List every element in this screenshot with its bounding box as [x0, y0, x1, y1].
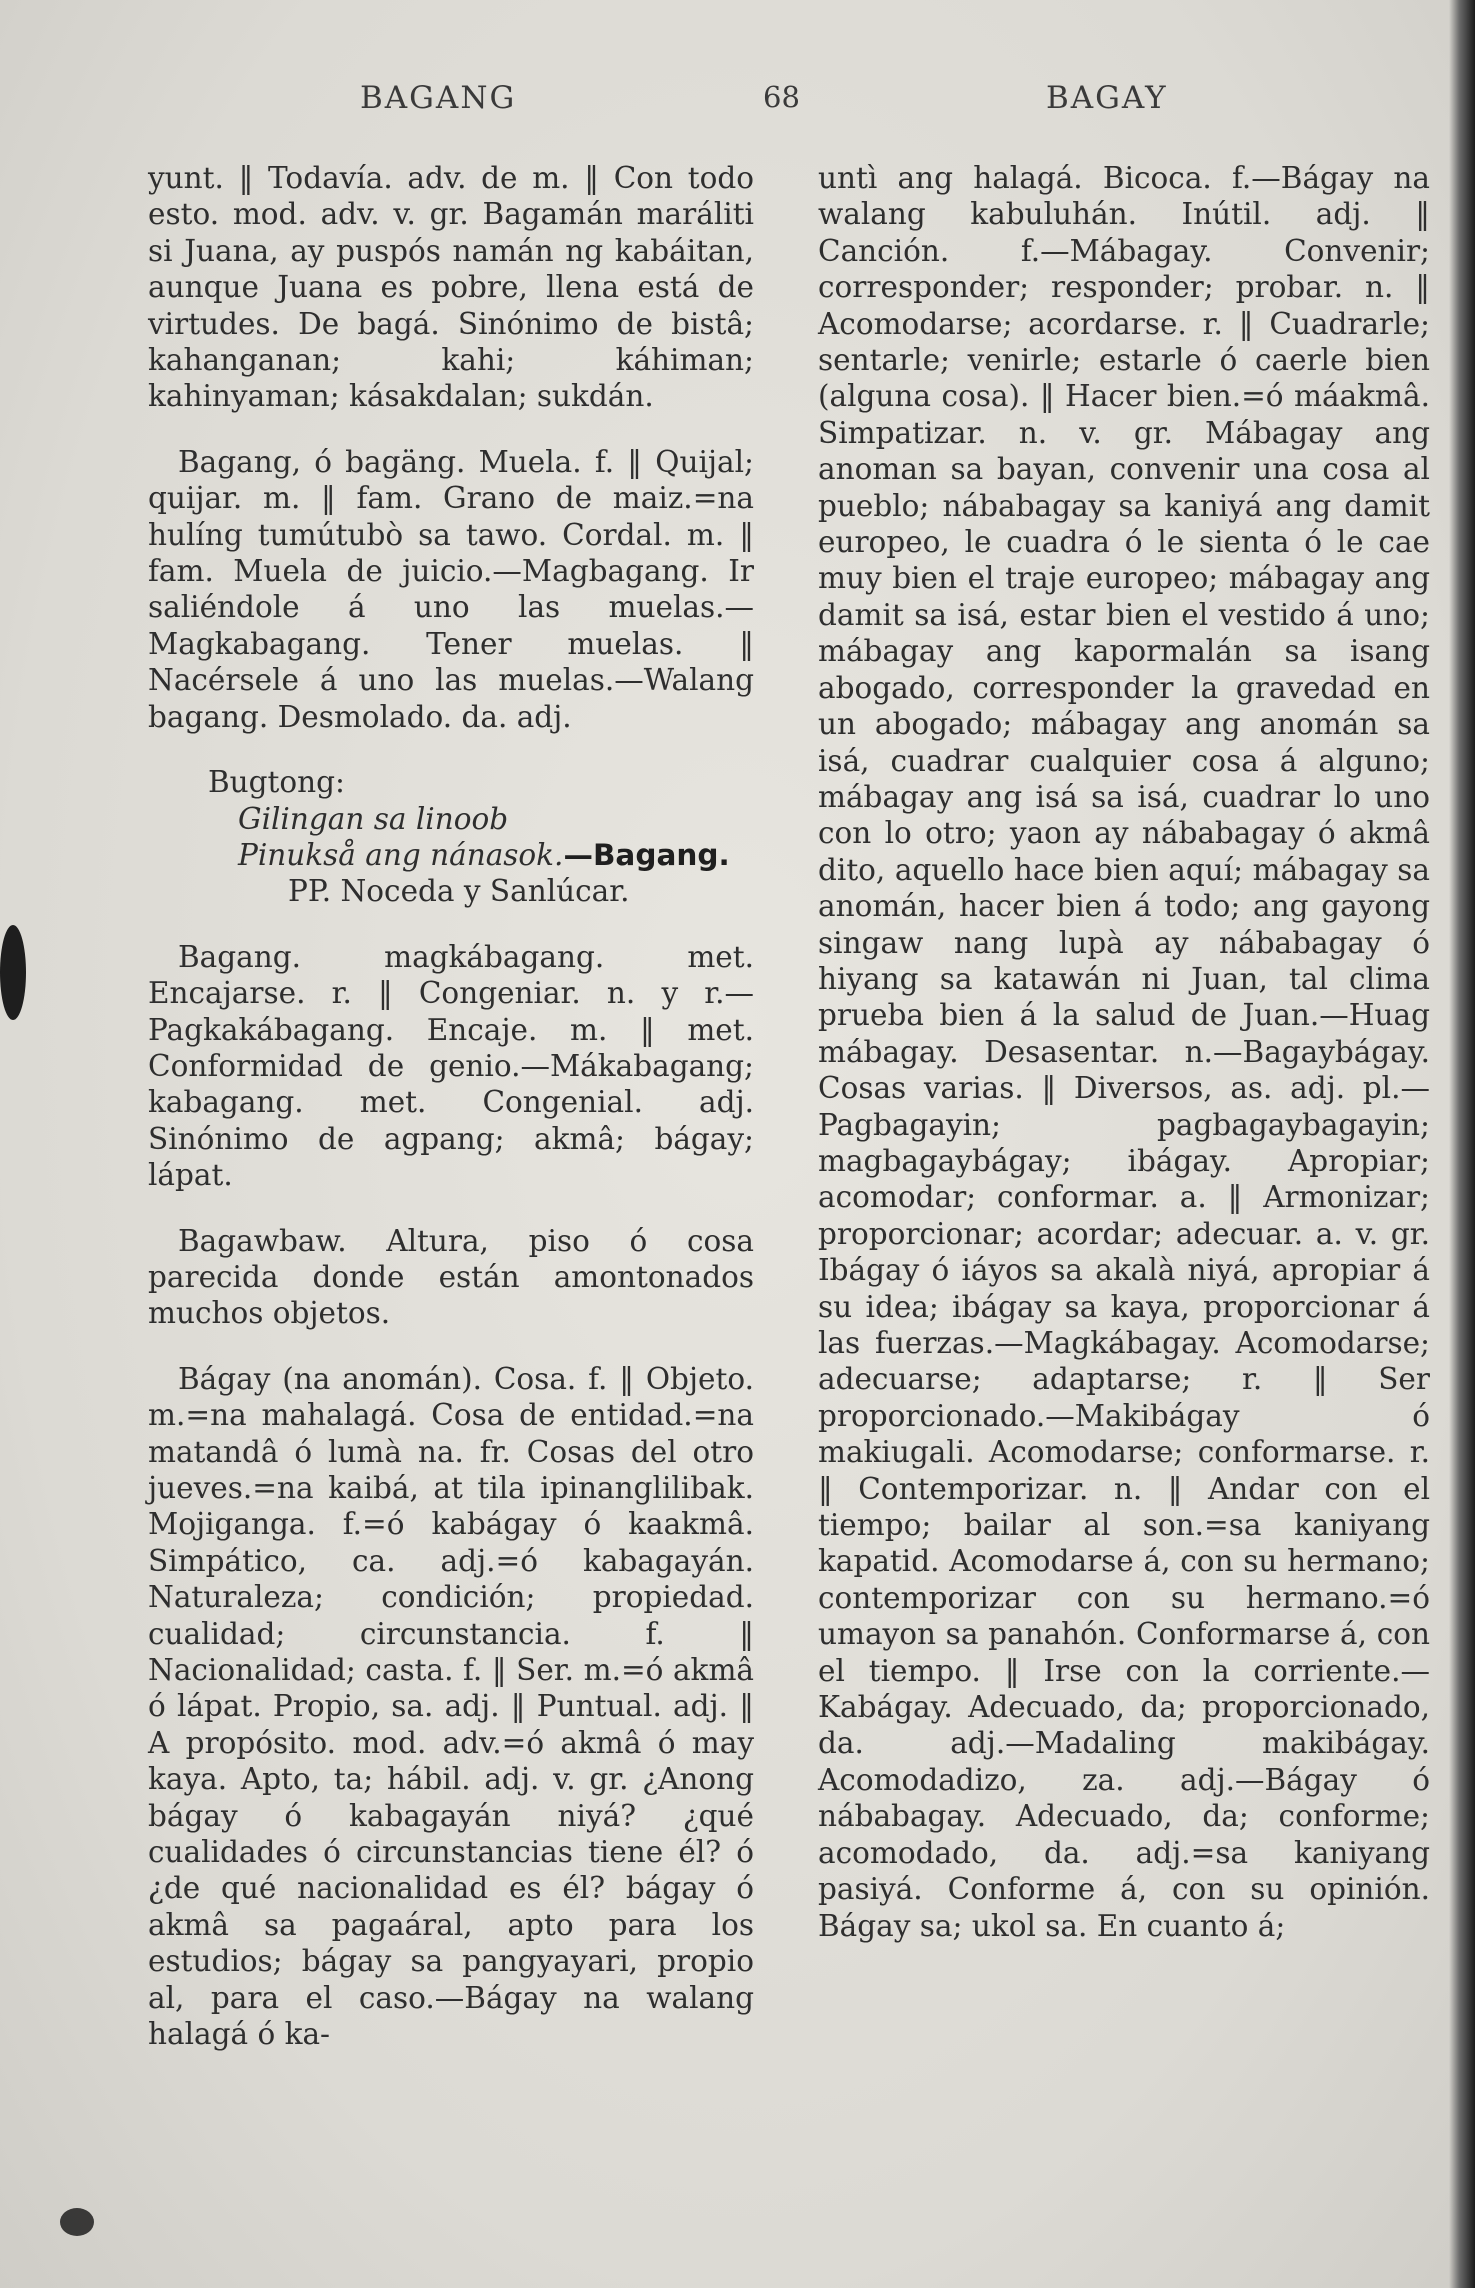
riddle-answer: —Bagang. — [563, 837, 730, 872]
header-left-guideword: BAGANG — [360, 80, 517, 116]
entry-continuation: yunt. ‖ Todavía. adv. de m. ‖ Con todo esto. mod. adv. v. gr. Bagamán maráliti si Juana, ay puspós namán ng kabáitan, aunque Juana es pobre, llena está de virtudes. De bagá. Sinónimo de bistâ; kahanganan; kahi; káhiman; kahinyaman; kásakdalan; sukdán. — [148, 161, 754, 414]
header-right-guideword: BAGAY — [1046, 80, 1168, 116]
riddle-line-2-text: Pinukså ang nánasok. — [238, 837, 564, 872]
entry-bagay-continued: untì ang halagá. Bicoca. f.—Bágay na walang kabuluhán. Inútil. adj. ‖ Canción. f.—Mábagay. Convenir; corresponder; responder; probar. n. ‖ Acomodarse; acordarse. r. ‖ Cuadrarle; sentarle; venirle; estarle ó caerle bien (alguna cosa). ‖ Hacer bien.=ó máakmâ. Simpatizar. n. v. gr. Mábagay ang anoman sa bayan, convenir una cosa al pueblo; nábabagay sa kaniyá ang damit europeo, le cuadra ó le sienta ó le cae muy bien el traje europeo; mábagay ang damit sa isá, estar bien el vestido á uno; mábagay ang kapormalán sa isang abogado, corresponder la gravedad en un abogado; mábagay ang anomán sa isá, cuadrar cualquier cosa á alguno; mábagay ang isá sa isá, cuadrar lo uno con lo otro; yaon ay nábabagay ó akmâ dito, aquello hace bien aquí; mábagay sa anomán, hacer bien á todo; ang gayong singaw nang lupà ay nábabagay ó hiyang sa katawán ni Juan, tal clima prueba bien á la salud de Juan.—Huag mábagay. Desasentar. n.—Bagaybágay. Cosas varias. ‖ Diversos, as. adj. pl.—Pagbagayin; pagbagaybagayin; magbagaybágay; ibágay. Apropiar; acomodar; conformar. a. ‖ Armonizar; proporcionar; acordar; adecuar. a. v. gr. Ibágay ó iáyos sa akalà niyá, apropiar á su idea; ibágay sa kaya, proporcionar á las fuerzas.—Magkábagay. Acomodarse; adecuarse; adaptarse; r. ‖ Ser proporcionado.—Makibágay ó makiugali. Acomodarse; conformarse. r. ‖ Contemporizar. n. ‖ Andar con el tiempo; bailar al son.=sa kaniyang kapatid. Acomodarse á, con su hermano; contemporizar con su hermano.=ó umayon sa panahón. Conformarse á, con el tiempo. ‖ Irse con la corriente.—Kabágay. Adecuado, da; proporcionado, da. adj.—Madaling makibágay. Acomodadizo, za. adj.—Bágay ó nábabagay. Adecuado, da; conforme; acomodado, da. adj.=sa kaniyang pasiyá. Conforme á, con su opinión. Bágay sa; ukol sa. En cuanto á; — [818, 161, 1430, 1943]
entry-bagay: Bágay (na anomán). Cosa. f. ‖ Objeto. m.=na mahalagá. Cosa de entidad.=na matandâ ó lumà na. fr. Cosas del otro jueves.=na kaibá, at tila ipinanglilibak. Mojiganga. f.=ó kabágay ó kaakmâ. Simpático, ca. adj.=ó kabagayán. Naturaleza; condición; propiedad. cualidad; circunstancia. f. ‖ Nacionalidad; casta. f. ‖ Ser. m.=ó akmâ ó lápat. Propio, sa. adj. ‖ Puntual. adj. ‖ A propósito. mod. adv.=ó akmâ ó may kaya. Apto, ta; hábil. adj. v. gr. ¿Anong bágay ó kabagayán niyá? ¿qué cualidades ó circunstancias tiene él? ó ¿de qué nacionalidad es él? bágay ó akmâ sa pagaáral, apto para los estudios; bágay sa pangyayari, propio al, para el caso.—Bágay na walang halagá ó ka- — [148, 1361, 754, 2052]
riddle-label: Bugtong: — [208, 765, 345, 800]
entry-bagang: Bagang, ó bagäng. Muela. f. ‖ Quijal; quijar. m. ‖ fam. Grano de maiz.=na hulíng tumútubò sa tawo. Cordal. m. ‖ fam. Muela de juicio.—Magbagang. Ir saliéndole á uno las muelas.—Magkabagang. Tener muelas. ‖ Nacérsele á uno las muelas.—Walang bagang. Desmolado. da. adj. — [148, 444, 754, 734]
riddle-block — [208, 764, 754, 910]
riddle-source: PP. Noceda y Sanlúcar. — [288, 874, 630, 909]
riddle-line-1: Gilingan sa linoob — [238, 801, 509, 836]
entry-bagawbaw: Bagawbaw. Altura, piso ó cosa parecida donde están amontonados muchos objetos. — [148, 1223, 754, 1331]
ink-blot — [0, 925, 26, 1020]
riddle-line-2 — [238, 837, 754, 873]
page-number: 68 — [763, 80, 800, 114]
right-column — [818, 160, 1430, 1973]
ink-spot — [60, 2208, 94, 2236]
page-edge-shadow — [1449, 0, 1475, 2288]
left-column — [148, 160, 754, 2082]
entry-bagang-2: Bagang. magkábagang. met. Encajarse. r. ‖ Congeniar. n. y r.—Pagkakábagang. Encaje. m. ‖ met. Conformidad de genio.—Mákabagang; kabagang. met. Congenial. adj. Sinónimo de agpang; akmâ; bágay; lápat. — [148, 939, 754, 1193]
